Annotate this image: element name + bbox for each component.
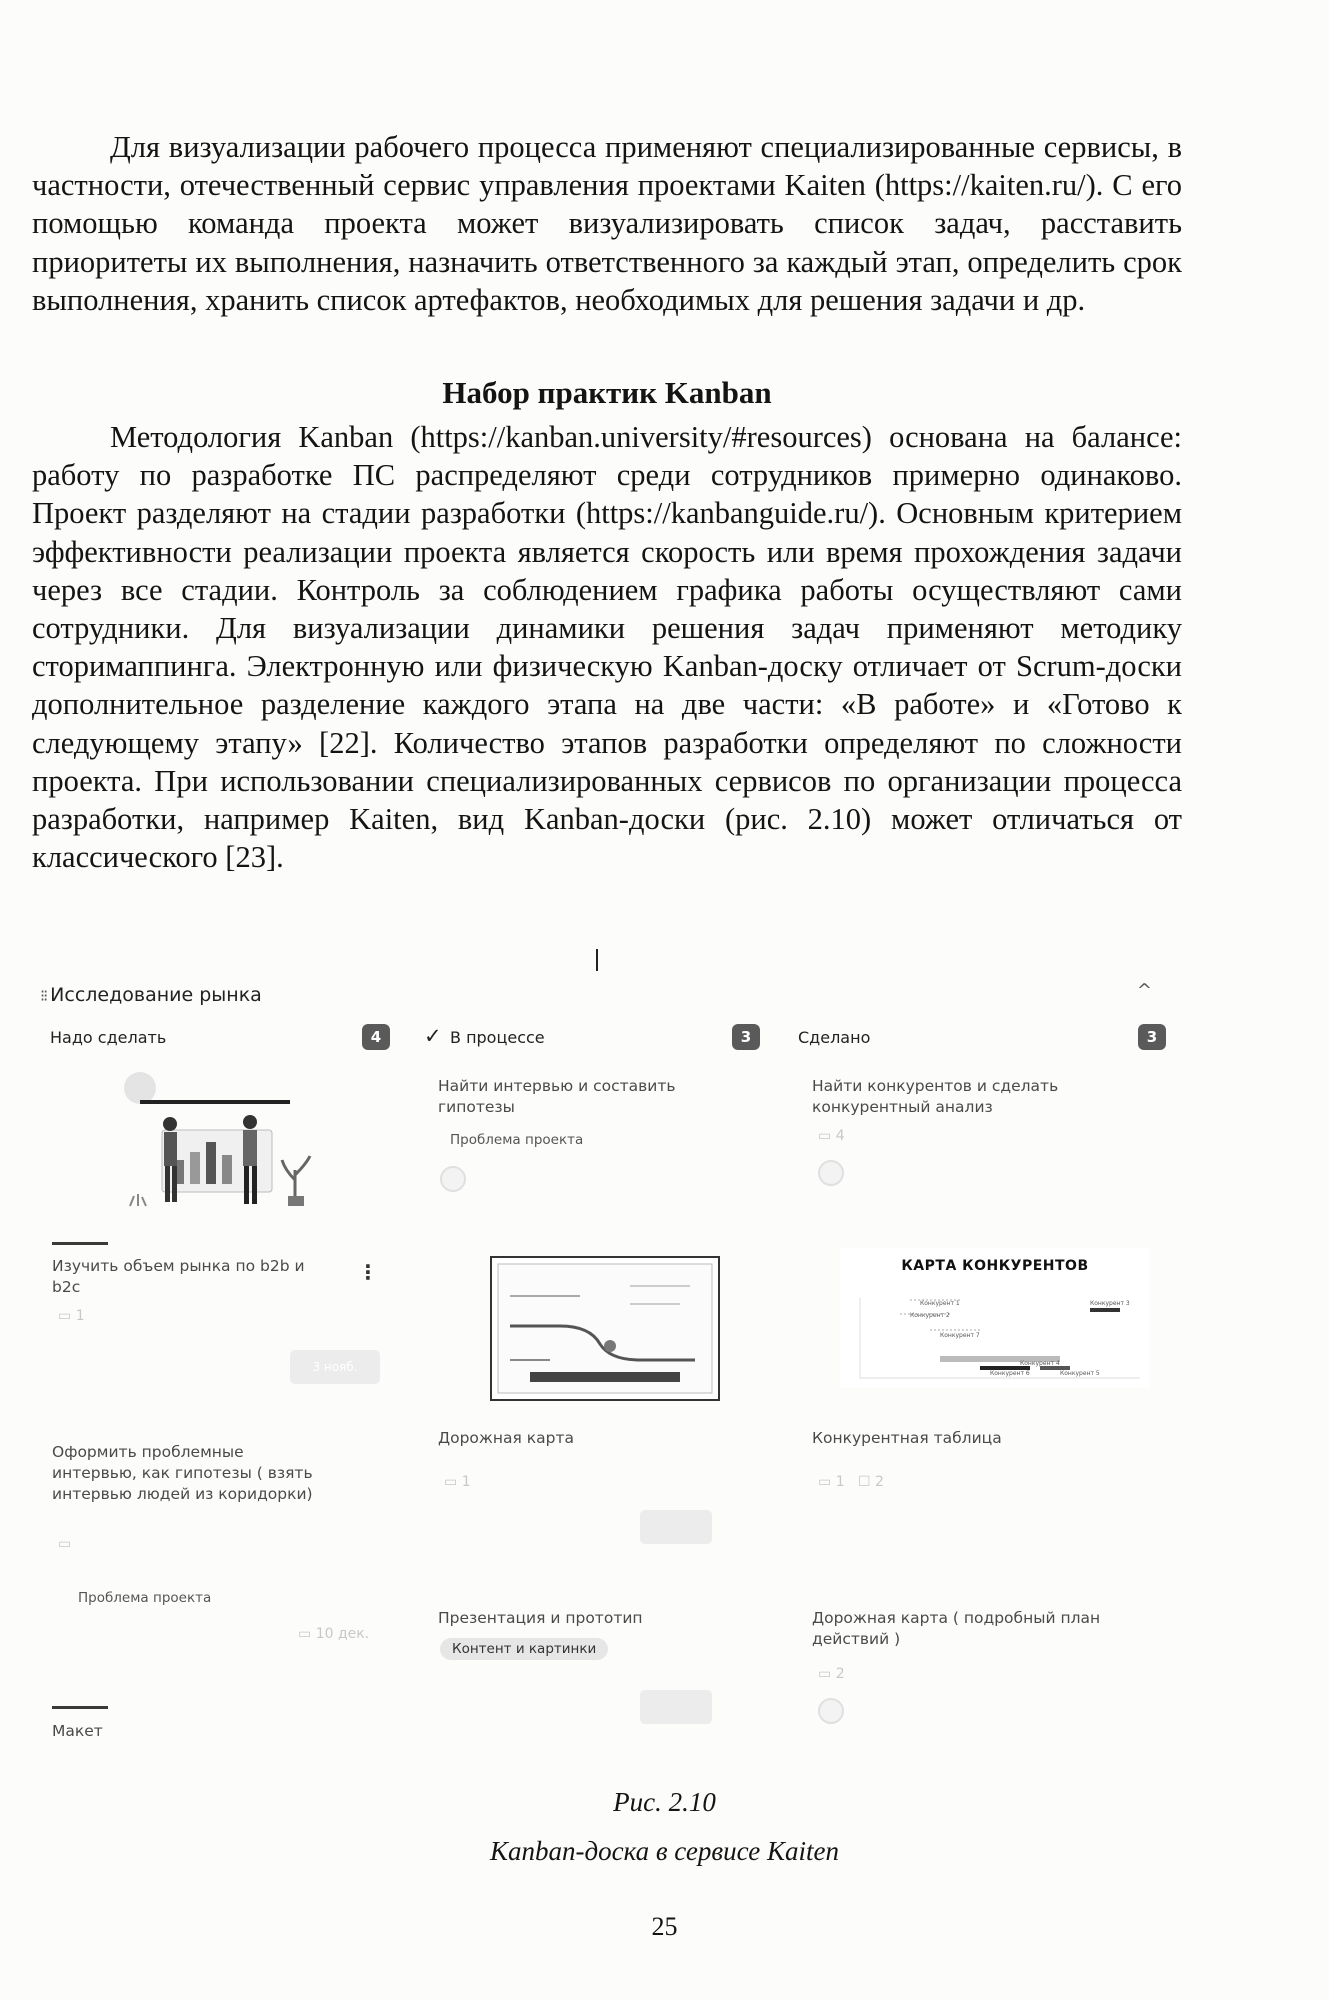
card-tag: Проблема проекта — [78, 1590, 212, 1606]
column-header-inprogress[interactable] — [410, 1024, 755, 1054]
competitor-label: Конкурент 5 — [1060, 1370, 1100, 1377]
card-title[interactable]: Найти интервью и составить гипотезы — [438, 1077, 676, 1116]
roadmap-thumbnail — [490, 1256, 720, 1401]
figure-caption: Kanban-доска в сервисе Kaiten — [489, 1836, 839, 1866]
column-title-todo: Надо сделать — [50, 1028, 167, 1047]
column-count-badge: 3 — [732, 1024, 760, 1050]
card-title[interactable]: Дорожная карта — [438, 1429, 574, 1447]
card-cover-illustration — [110, 1060, 330, 1210]
comment-count-icon: ▭ 4 — [818, 1128, 845, 1144]
assignee-avatar — [818, 1160, 844, 1186]
due-date-badge — [640, 1690, 712, 1724]
comment-count-icon: ▭ 2 — [818, 1666, 845, 1682]
competitor-map-thumbnail — [840, 1248, 1150, 1388]
board-title-text: Исследование рынка — [50, 984, 262, 1006]
comment-count-icon: ▭ 1 — [58, 1308, 85, 1324]
card-title[interactable]: Найти конкурентов и сделать конкурентный анализ — [812, 1077, 1059, 1116]
column-title-done: Сделано — [798, 1028, 871, 1047]
kanban-paragraph: Методология Kanban (https://kanban.university/#resources) основана на балансе: работу по разработке ПС распределяют среди сотрудников примерно одинаково. Проект разделяют на стадии разработки (https://kanbanguide.ru/). Основным критерием эффективности реализации проекта является скорость или время прохождения задачи через все стадии. Контроль за соблюдением графика работы осуществляют сами сотрудники. Для визуализации динамики решения задач применяют методику сторимаппинга. Электронную или физическую Kanban-доску отличает от Scrum-доски дополнительное разделение каждого этапа на две части: «В работе» и «Готово к следующему этапу» [22]. Количество этапов разработки определяют по сложности проекта. При использовании специализированных сервисов по организации процесса разработки, например Kaiten, вид Kanban-доски (рис. 2.10) может отличаться от классического [23]. — [32, 420, 1182, 875]
page-number: 25 — [651, 1912, 678, 1941]
card-title[interactable]: Конкурентная таблица — [812, 1429, 1002, 1447]
check-icon: ✓ — [424, 1024, 442, 1048]
card-title[interactable]: Оформить проблемные интервью, как гипотезы ( взять интервью людей из коридорки) — [52, 1443, 313, 1503]
card-title[interactable]: Макет — [52, 1722, 103, 1740]
competitor-label: Конкурент 1 — [920, 1300, 960, 1307]
collapse-chevron-icon[interactable]: ^ — [1136, 980, 1152, 1001]
card-title[interactable]: Презентация и прототип — [438, 1609, 643, 1627]
section-heading: Набор практик Kanban — [442, 375, 772, 410]
competitor-label: Конкурент 3 — [1090, 1300, 1130, 1307]
card-title[interactable]: Изучить объем рынка по b2b и b2c — [52, 1257, 305, 1296]
column-header-todo[interactable] — [40, 1024, 385, 1054]
due-date-badge: ▭ 10 дек. — [298, 1626, 370, 1642]
assignee-avatar — [818, 1698, 844, 1724]
scan-mark — [596, 949, 598, 971]
kanban-board — [40, 978, 1170, 1758]
comment-count-icon: ▭ — [58, 1536, 72, 1552]
comment-count-icon: ▭ 1 ☐ 2 — [818, 1474, 884, 1490]
figure-label: Рис. 2.10 — [613, 1787, 716, 1817]
card-menu-icon[interactable]: ⋮ — [358, 1260, 378, 1284]
competitor-label: Конкурент 4 — [1020, 1360, 1060, 1367]
assignee-avatar — [440, 1166, 466, 1192]
column-count-badge: 3 — [1138, 1024, 1166, 1050]
column-header-done[interactable] — [788, 1024, 1168, 1054]
due-date-badge — [640, 1510, 712, 1544]
competitor-label: Конкурент 7 — [940, 1332, 980, 1339]
drag-handle-icon[interactable]: ⁝⁝ — [40, 986, 47, 1005]
card-tag: Проблема проекта — [450, 1132, 584, 1148]
competitor-label: Конкурент 2 — [910, 1312, 950, 1319]
competitor-label: Конкурент 6 — [990, 1370, 1030, 1377]
card-color-strip — [52, 1242, 108, 1245]
board-title[interactable] — [40, 984, 262, 1006]
due-date-badge: 3 нояб. — [290, 1350, 380, 1384]
card-title[interactable]: Дорожная карта ( подробный план действий ) — [812, 1609, 1101, 1648]
competitor-map-title: КАРТА КОНКУРЕНТОВ — [901, 1258, 1089, 1274]
comment-count-icon: ▭ 1 — [444, 1474, 471, 1490]
intro-paragraph: Для визуализации рабочего процесса применяют специализированные сервисы, в частности, отечественный сервис управления проектами Kaiten (https://kaiten.ru/). С его помощью команда проекта может визуализировать список задач, расставить приоритеты их выполнения, назначить ответственного за каждый этап, определить срок выполнения, хранить список артефактов, необходимых для решения задачи и др. — [32, 130, 1182, 317]
card-tag: Контент и картинки — [440, 1638, 608, 1660]
card-color-strip — [52, 1706, 108, 1709]
column-count-badge: 4 — [362, 1024, 390, 1050]
column-title-inprogress: В процессе — [450, 1028, 545, 1047]
